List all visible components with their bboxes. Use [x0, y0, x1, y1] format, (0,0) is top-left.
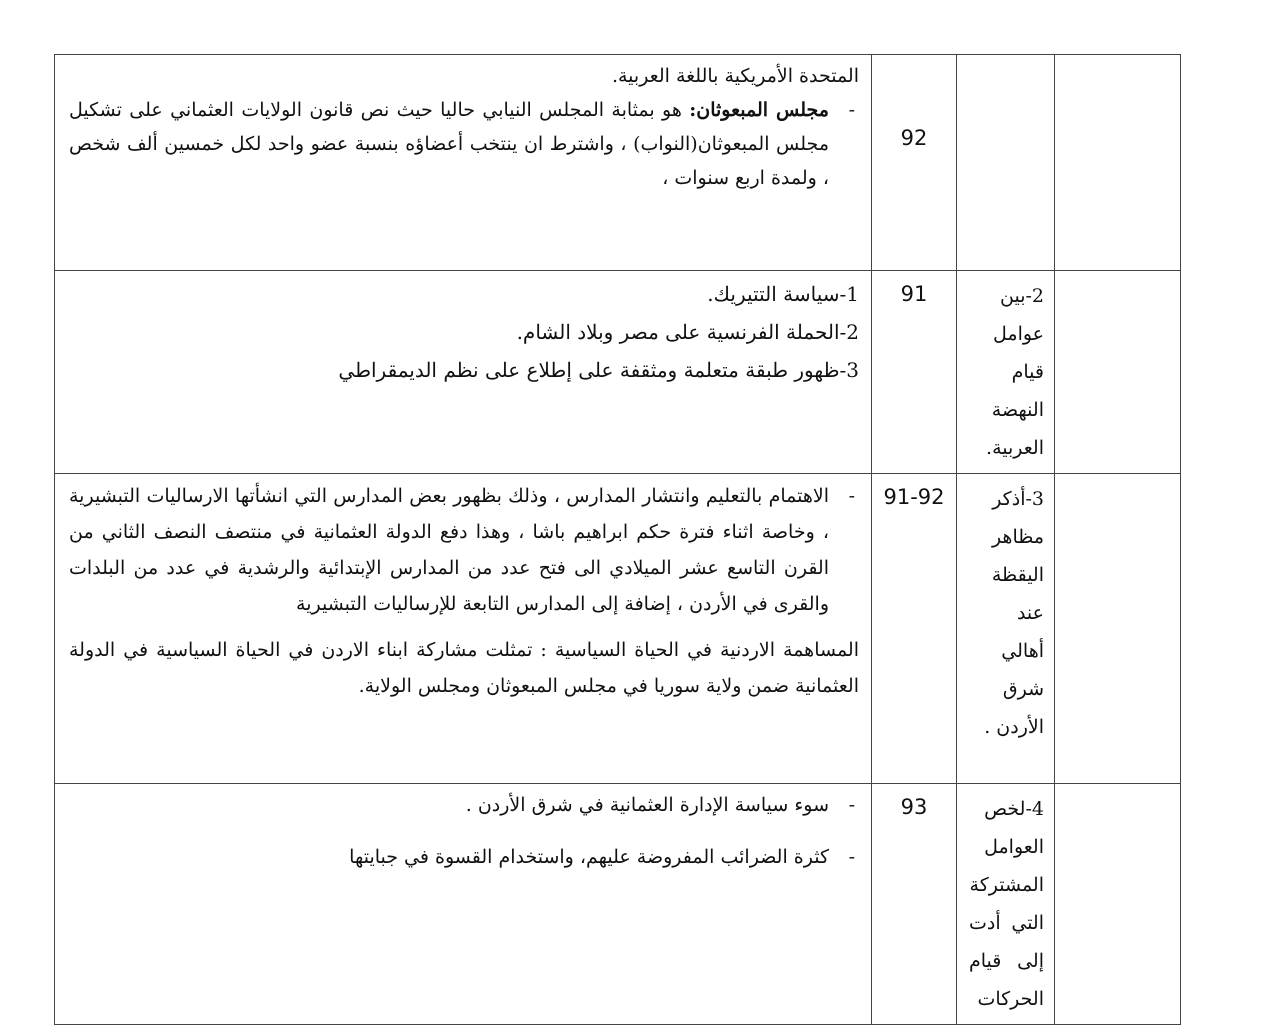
mark-cell — [1055, 474, 1181, 784]
question-cell — [957, 474, 1055, 784]
answer-bullet — [69, 788, 859, 822]
list-item: كثرة الضرائب المفروضة عليهم، واستخدام القسوة في جبايتها — [349, 846, 829, 868]
table-row — [55, 55, 1181, 271]
answer-line: المتحدة الأمريكية باللغة العربية. — [611, 65, 859, 87]
dash-marker: - — [848, 485, 855, 507]
answer-paragraph: الاهتمام بالتعليم وانتشار المدارس ، وذلك بظهور بعض المدارس التي انشأتها الارساليات التبشيرية ، وخاصة اثناء فترة حكم ابراهيم باشا ، وهذا دفع الدولة العثمانية في منتصف النصف الثاني من القرن التاسع عشر الميلادي الى فتح عدد من المدارس الإبتدائية والرشدية في عدد من البلدات والقرى في الأردن ، إضافة إلى المدارس التابعة للإرساليات التبشيرية — [69, 485, 829, 615]
mark-cell — [1055, 55, 1181, 271]
dash-marker: - — [848, 794, 855, 816]
answer-cell — [55, 271, 872, 474]
mark-cell — [1055, 784, 1181, 1025]
page-cell — [872, 784, 957, 1025]
answer-paragraph: المساهمة الاردنية في الحياة السياسية : تمثلت مشاركة ابناء الاردن في الحياة السياسية في الدولة العثمانية ضمن ولاية سوريا في مجلس المبعوثان ومجلس الولاية. — [69, 639, 859, 697]
question-text: 2-بين عوامل قيام النهضة العربية. — [986, 285, 1044, 459]
table-row — [55, 474, 1181, 784]
dash-marker: - — [848, 846, 855, 868]
question-cell — [957, 784, 1055, 1025]
table-row — [55, 271, 1181, 474]
term-definition: هو بمثابة المجلس النيابي حاليا حيث نص قانون الولايات العثماني على تشكيل مجلس المبعوثان(النواب) ، واشترط ان ينتخب أعضاؤه بنسبة عضو واحد لكل خمسين ألف شخص ، ولمدة اربع سنوات ، — [69, 99, 829, 189]
answer-bullet — [69, 93, 859, 195]
answer-bullet — [69, 478, 859, 622]
page-number: 93 — [900, 795, 928, 819]
question-text: 4-لخص العوامل المشتركة التي أدت إلى قيام الحركات — [969, 798, 1044, 1010]
page-cell — [872, 474, 957, 784]
answer-bullet — [69, 840, 859, 874]
page-number: 91-92 — [883, 485, 945, 509]
page-number: 92 — [900, 126, 928, 150]
answer-cell — [55, 784, 872, 1025]
page-cell — [872, 271, 957, 474]
answer-table — [54, 54, 1181, 1025]
question-cell — [957, 271, 1055, 474]
list-item: 1-سياسة التتيريك. — [707, 282, 859, 306]
term-label: مجلس المبعوثان: — [689, 99, 829, 121]
question-cell — [957, 55, 1055, 271]
mark-cell — [1055, 271, 1181, 474]
list-item: 2-الحملة الفرنسية على مصر وبلاد الشام. — [516, 320, 859, 344]
dash-marker: - — [848, 99, 855, 121]
question-text: 3-أذكر مظاهر اليقظة عند أهالي شرق الأردن . — [984, 488, 1044, 738]
table-row — [55, 784, 1181, 1025]
list-item: سوء سياسة الإدارة العثمانية في شرق الأردن . — [465, 794, 829, 816]
page-cell — [872, 55, 957, 271]
page-number: 91 — [900, 282, 928, 306]
answer-cell — [55, 55, 872, 271]
answer-cell — [55, 474, 872, 784]
list-item: 3-ظهور طبقة متعلمة ومثقفة على إطلاع على نظم الديمقراطي — [338, 358, 859, 382]
